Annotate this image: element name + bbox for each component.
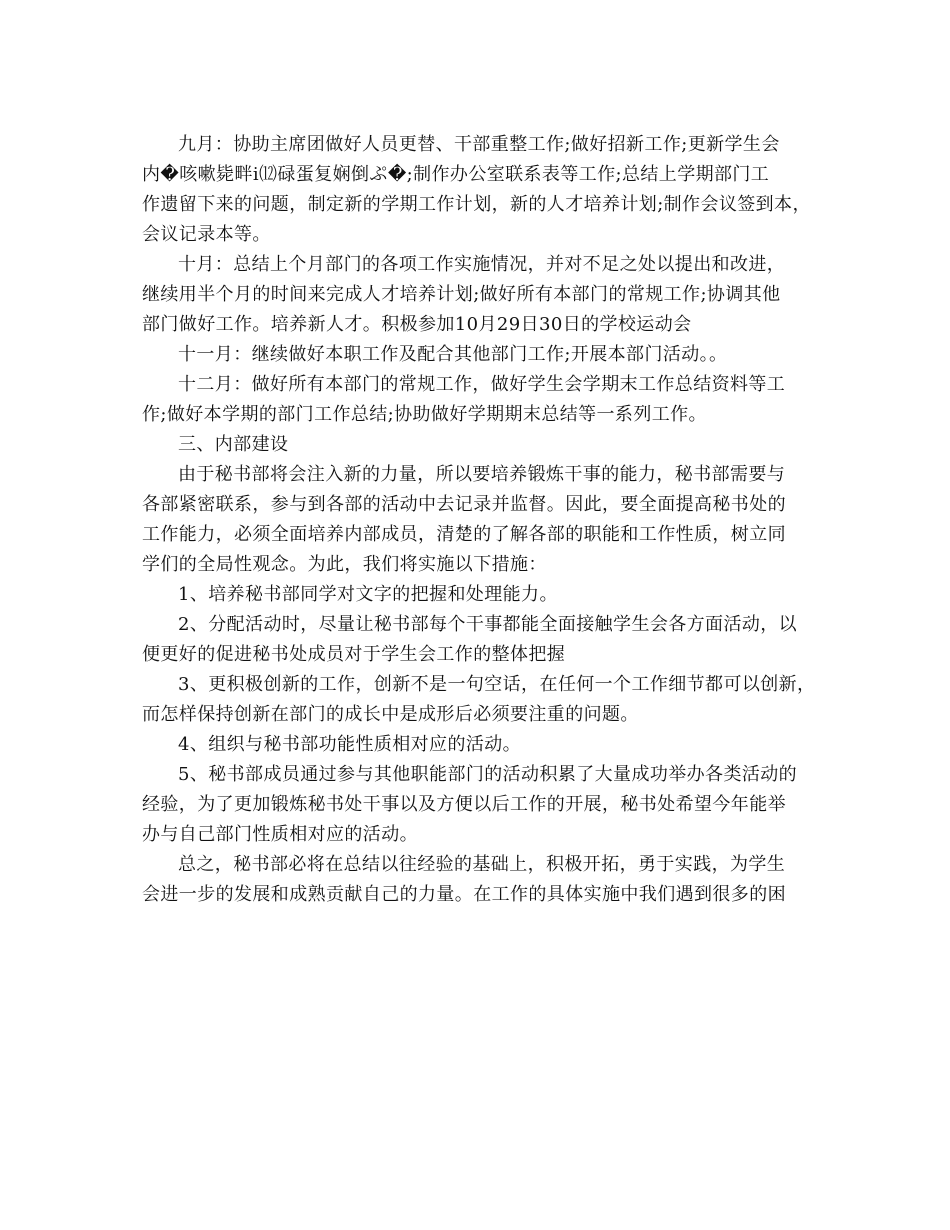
paragraph-december-line-1: 十二月：做好所有本部门的常规工作，做好学生会学期末工作总结资料等工	[178, 374, 786, 395]
measure-item-2-line-1: 2、分配活动时，尽量让秘书部每个干事都能全面接触学生会各方面活动，以	[178, 614, 798, 635]
paragraph-september-line-2: 内�咳嗽毙畔ⅰ⑿碌蛋复娴倒ぷ�;制作办公室联系表等工作;总结上学期部门工	[142, 164, 770, 185]
paragraph-internal-line-3: 工作能力，必须全面培养内部成员，清楚的了解各部的职能和工作性质，树立同	[142, 524, 786, 545]
measure-item-3-line-1: 3、更积极创新的工作，创新不是一句空话，在任何一个工作细节都可以创新，	[178, 674, 816, 695]
paragraph-september-line-3: 作遗留下来的问题，制定新的学期工作计划，新的人才培养计划;制作会议签到本，	[142, 194, 811, 215]
measure-item-3-line-2: 而怎样保持创新在部门的成长中是成形后必须要注重的问题。	[142, 704, 639, 725]
measure-item-5-line-1: 5、秘书部成员通过参与其他职能部门的活动积累了大量成功举办各类活动的	[178, 764, 798, 785]
paragraph-internal-line-2: 各部紧密联系，参与到各部的活动中去记录并监督。因此，要全面提高秘书处的	[142, 494, 786, 515]
paragraph-october-line-2: 继续用半个月的时间来完成人才培养计划;做好所有本部门的常规工作;协调其他	[142, 284, 781, 305]
document-body	[142, 130, 816, 910]
paragraph-september-line-1: 九月：协助主席团做好人员更替、干部重整工作;做好招新工作;更新学生会	[178, 134, 780, 155]
measure-item-5-line-3: 办与自己部门性质相对应的活动。	[142, 824, 418, 845]
paragraph-internal-line-4: 学们的全局性观念。为此，我们将实施以下措施：	[142, 554, 547, 575]
paragraph-october-line-1: 十月：总结上个月部门的各项工作实施情况，并对不足之处以提出和改进，	[178, 254, 786, 275]
paragraph-summary-line-2: 会进一步的发展和成熟贡献自己的力量。在工作的具体实施中我们遇到很多的困	[142, 884, 786, 905]
paragraph-december-line-2: 作;做好本学期的部门工作总结;协助做好学期期末总结等一系列工作。	[142, 404, 707, 425]
measure-item-1: 1、培养秘书部同学对文字的把握和处理能力。	[178, 584, 558, 605]
paragraph-november: 十一月：继续做好本职工作及配合其他部门工作;开展本部门活动。。	[178, 344, 728, 365]
section-heading-internal-construction: 三、内部建设	[178, 434, 289, 455]
measure-item-2-line-2: 便更好的促进秘书处成员对于学生会工作的整体把握	[142, 644, 566, 665]
measure-item-5-line-2: 经验，为了更加锻炼秘书处干事以及方便以后工作的开展，秘书处希望今年能举	[142, 794, 786, 815]
measure-item-4: 4、组织与秘书部功能性质相对应的活动。	[178, 734, 522, 755]
paragraph-october-line-3: 部门做好工作。培养新人才。积极参加10月29日30日的学校运动会	[142, 314, 692, 335]
paragraph-internal-line-1: 由于秘书部将会注入新的力量，所以要培养锻炼干事的能力，秘书部需要与	[178, 464, 786, 485]
paragraph-summary-line-1: 总之，秘书部必将在总结以往经验的基础上，积极开拓，勇于实践，为学生	[178, 854, 786, 875]
paragraph-september-line-4: 会议记录本等。	[142, 224, 271, 245]
